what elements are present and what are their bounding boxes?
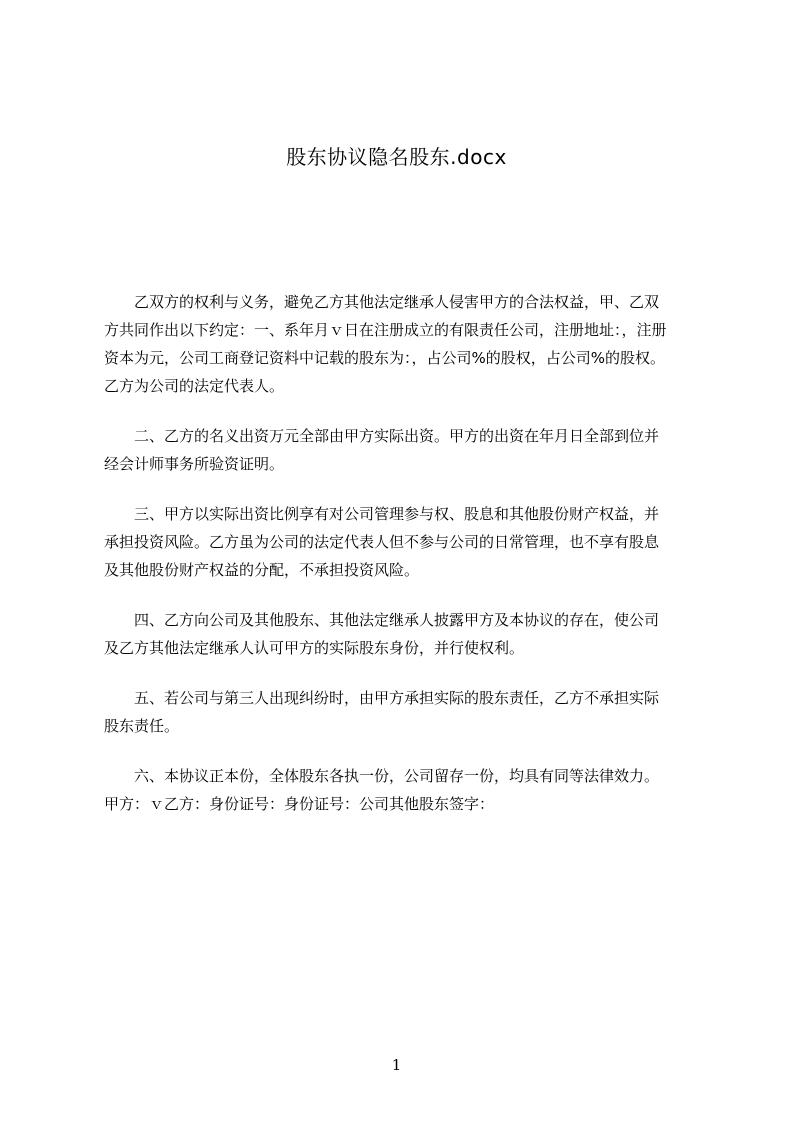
paragraph-4 — [104, 606, 704, 662]
text-line: 及乙方其他法定继承人认可甲方的实际股东身份，并行使权利。 — [104, 639, 525, 657]
document-body — [104, 288, 704, 818]
text-line: 及其他股份财产权益的分配，不承担投资风险。 — [104, 561, 420, 579]
text-line: 二、乙方的名义出资万元全部由甲方实际出资。甲方的出资在年月日全部到位并 — [104, 427, 660, 445]
text-line: 三、甲方以实际出资比例享有对公司管理参与权、股息和其他股份财产权益，并 — [104, 505, 660, 523]
page-number: 1 — [391, 1056, 402, 1074]
paragraph-2 — [104, 422, 704, 478]
text-line: 乙方为公司的法定代表人。 — [104, 377, 285, 395]
paragraph-5 — [104, 684, 704, 740]
text-line: 承担投资风险。乙方虽为公司的法定代表人但不参与公司的日常管理，也不享有股息 — [104, 533, 660, 551]
text-line: 六、本协议正本份，全体股东各执一份，公司留存一份，均具有同等法律效力。 — [104, 767, 660, 785]
text-line: 四、乙方向公司及其他股东、其他法定继承人披露甲方及本协议的存在，使公司 — [104, 611, 660, 629]
text-line: 股东责任。 — [104, 717, 180, 735]
text-line: 经会计师事务所验资证明。 — [104, 455, 285, 473]
paragraph-6 — [104, 762, 704, 818]
text-line: 方共同作出以下约定：一、系年月ｖ日在注册成立的有限责任公司，注册地址：，注册 — [104, 321, 667, 339]
paragraph-3 — [104, 500, 704, 584]
paragraph-1 — [104, 288, 704, 400]
text-line: 乙双方的权利与义务，避免乙方其他法定继承人侵害甲方的合法权益，甲、乙双 — [104, 293, 660, 311]
document-title: 股东协议隐名股东.docx — [286, 145, 507, 169]
text-line: 甲方：ｖ乙方：身份证号：身份证号：公司其他股东签字： — [104, 795, 495, 813]
text-line: 五、若公司与第三人出现纠纷时，由甲方承担实际的股东责任，乙方不承担实际 — [104, 689, 660, 707]
text-line: 资本为元，公司工商登记资料中记载的股东为：，占公司%的股权，占公司%的股权。 — [104, 349, 666, 367]
